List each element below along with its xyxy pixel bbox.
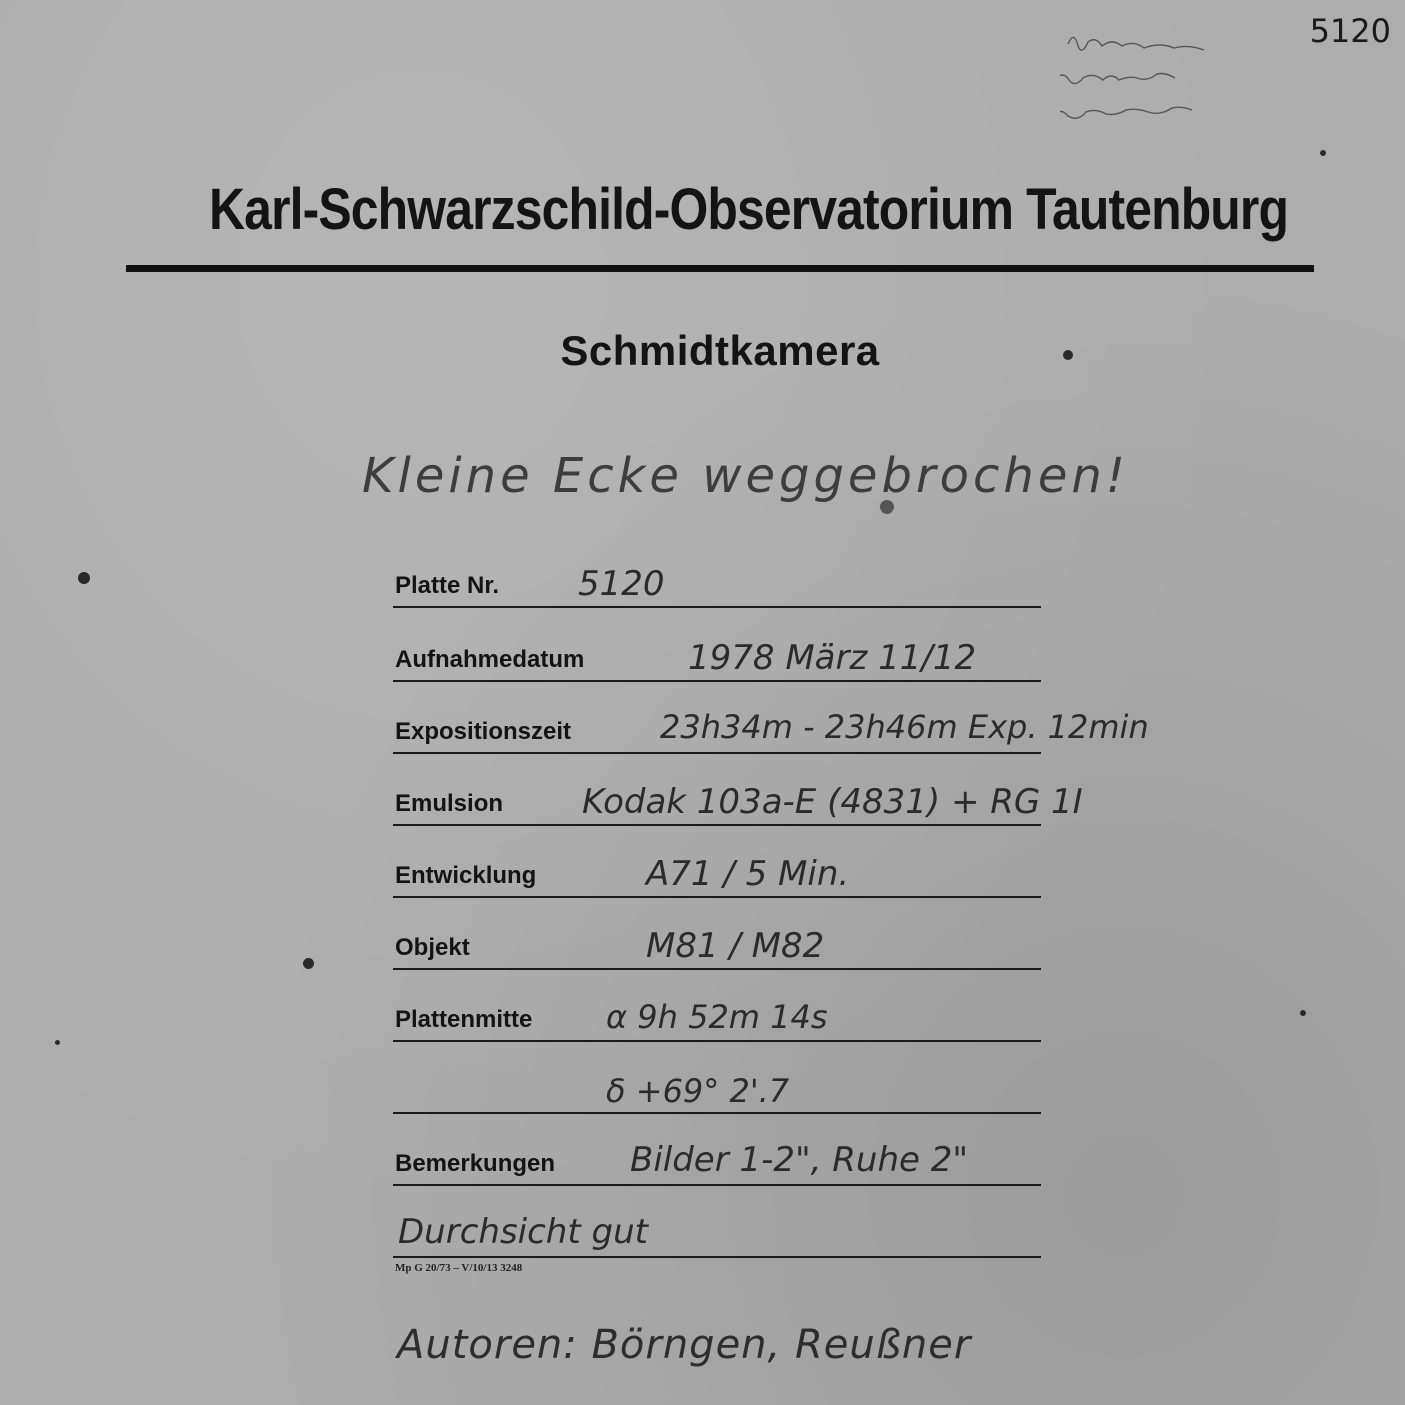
corner-pencil-notes (1060, 22, 1260, 132)
object-label: Objekt (395, 934, 470, 961)
exposure-value: 23h34m - 23h46m Exp. 12min (660, 708, 1149, 746)
plate-number-line (393, 606, 1041, 608)
development-line (393, 896, 1041, 898)
date-line (393, 680, 1041, 682)
remarks-value-2: Durchsicht gut (398, 1212, 648, 1252)
development-value: A71 / 5 Min. (646, 854, 850, 894)
instrument-title: Schmidtkamera (560, 327, 880, 374)
remarks-line-2 (393, 1256, 1041, 1258)
plate-center-line (393, 1040, 1041, 1042)
plate-center-alpha: α 9h 52m 14s (606, 998, 828, 1036)
handwritten-remark: Kleine Ecke weggebrochen! (362, 448, 1130, 504)
object-line (393, 968, 1041, 970)
date-label: Aufnahmedatum (395, 646, 585, 673)
date-value: 1978 März 11/12 (688, 638, 977, 678)
plate-center-label: Plattenmitte (395, 1006, 533, 1033)
plate-center-delta: δ +69° 2'.7 (606, 1072, 790, 1110)
development-label: Entwicklung (395, 862, 537, 889)
remarks-line (393, 1184, 1041, 1186)
authors: Autoren: Börngen, Reußner (397, 1322, 972, 1368)
plate-number-label: Platte Nr. (395, 572, 500, 599)
plate-center-delta-line (393, 1112, 1041, 1114)
dust-speck (78, 572, 90, 584)
object-value: M81 / M82 (646, 926, 825, 966)
exposure-label: Expositionszeit (395, 718, 572, 745)
dust-speck (55, 1040, 60, 1045)
exposure-line (393, 752, 1041, 754)
dust-speck (1300, 1010, 1306, 1016)
plate-number-value: 5120 (578, 564, 665, 604)
header-rule (126, 265, 1314, 272)
corner-plate-number: 5120 (1309, 12, 1391, 50)
remarks-value: Bilder 1-2", Ruhe 2" (630, 1140, 969, 1180)
remarks-label: Bemerkungen (395, 1150, 556, 1177)
emulsion-value: Kodak 103a-E (4831) + RG 1I (582, 782, 1083, 822)
emulsion-label: Emulsion (395, 790, 504, 817)
form-code: Mp G 20/73 – V/10/13 3248 (395, 1262, 523, 1274)
institution-title: Karl-Schwarzschild-Observatorium Tautenburg (209, 177, 1289, 242)
emulsion-line (393, 824, 1041, 826)
dust-speck (1320, 150, 1326, 156)
dust-speck (303, 958, 314, 969)
